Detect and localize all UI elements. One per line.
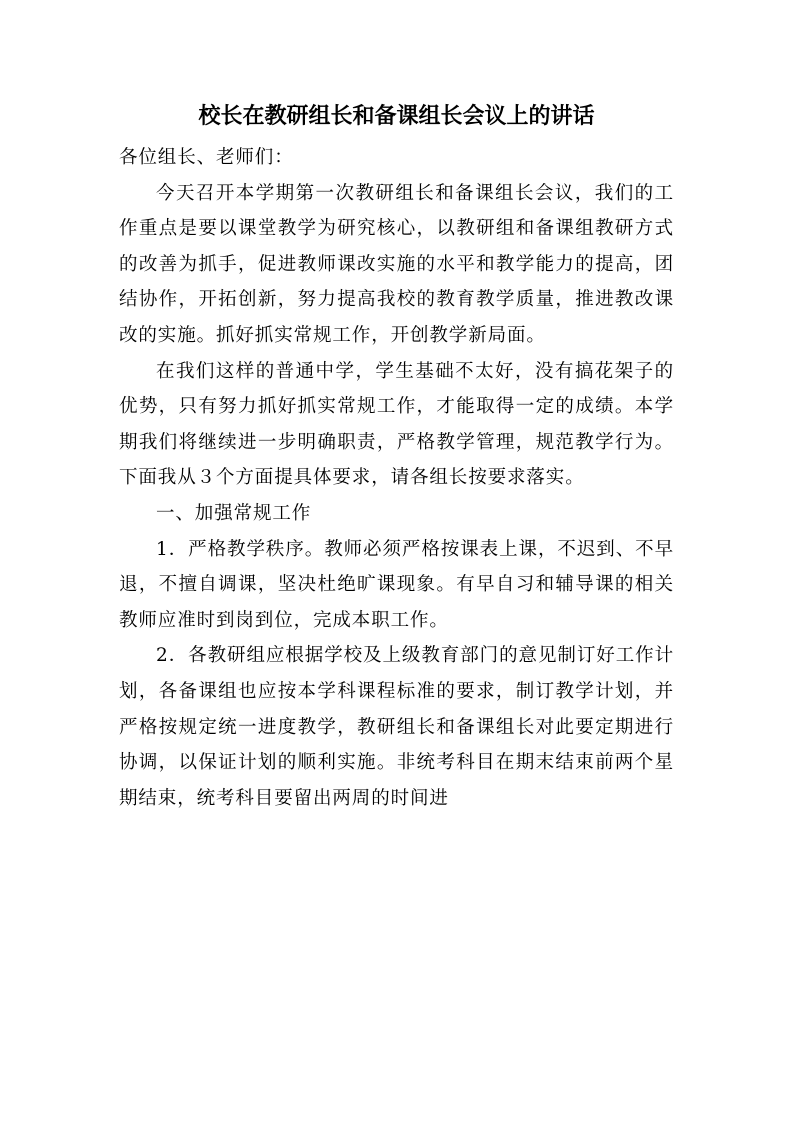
section-heading: 一、加强常规工作 xyxy=(156,502,312,524)
list-item-2: 2．各教研组应根据学校及上级教育部门的意见制订好工作计划，各备课组也应按本学科课程标准的要求，制订教学计划，并严格按规定统一进度教学，教研组长和备课组长对此要定期进行协调，以保证计划的顺利实施。非统考科目在期末结束前两个星期结束，统考科目要留出两周的时间进 xyxy=(119,645,674,809)
list-item-1: 1．严格教学秩序。教师必须严格按课表上课，不迟到、不早退，不擅自调课，坚决杜绝旷课现象。有早自习和辅导课的相关教师应准时到岗到位，完成本职工作。 xyxy=(119,538,674,631)
salutation: 各位组长、老师们： xyxy=(119,147,294,168)
document-title: 校长在教研组长和备课组长会议上的讲话 xyxy=(198,104,595,129)
document-body xyxy=(119,140,674,816)
paragraph-intro: 今天召开本学期第一次教研组长和备课组长会议，我们的工作重点是要以课堂教学为研究核心，以教研组和备课组教研方式的改善为抓手，促进教师课改实施的水平和教学能力的提高，团结协作，开拓创新，努力提高我校的教育教学质量，推进教改课改的实施。抓好抓实常规工作，开创教学新局面。 xyxy=(119,182,674,346)
paragraph-context: 在我们这样的普通中学，学生基础不太好，没有搞花架子的优势，只有努力抓好抓实常规工作，才能取得一定的成绩。本学期我们将继续进一步明确职责，严格教学管理，规范教学行为。下面我从３个方面提具体要求，请各组长按要求落实。 xyxy=(119,360,674,489)
